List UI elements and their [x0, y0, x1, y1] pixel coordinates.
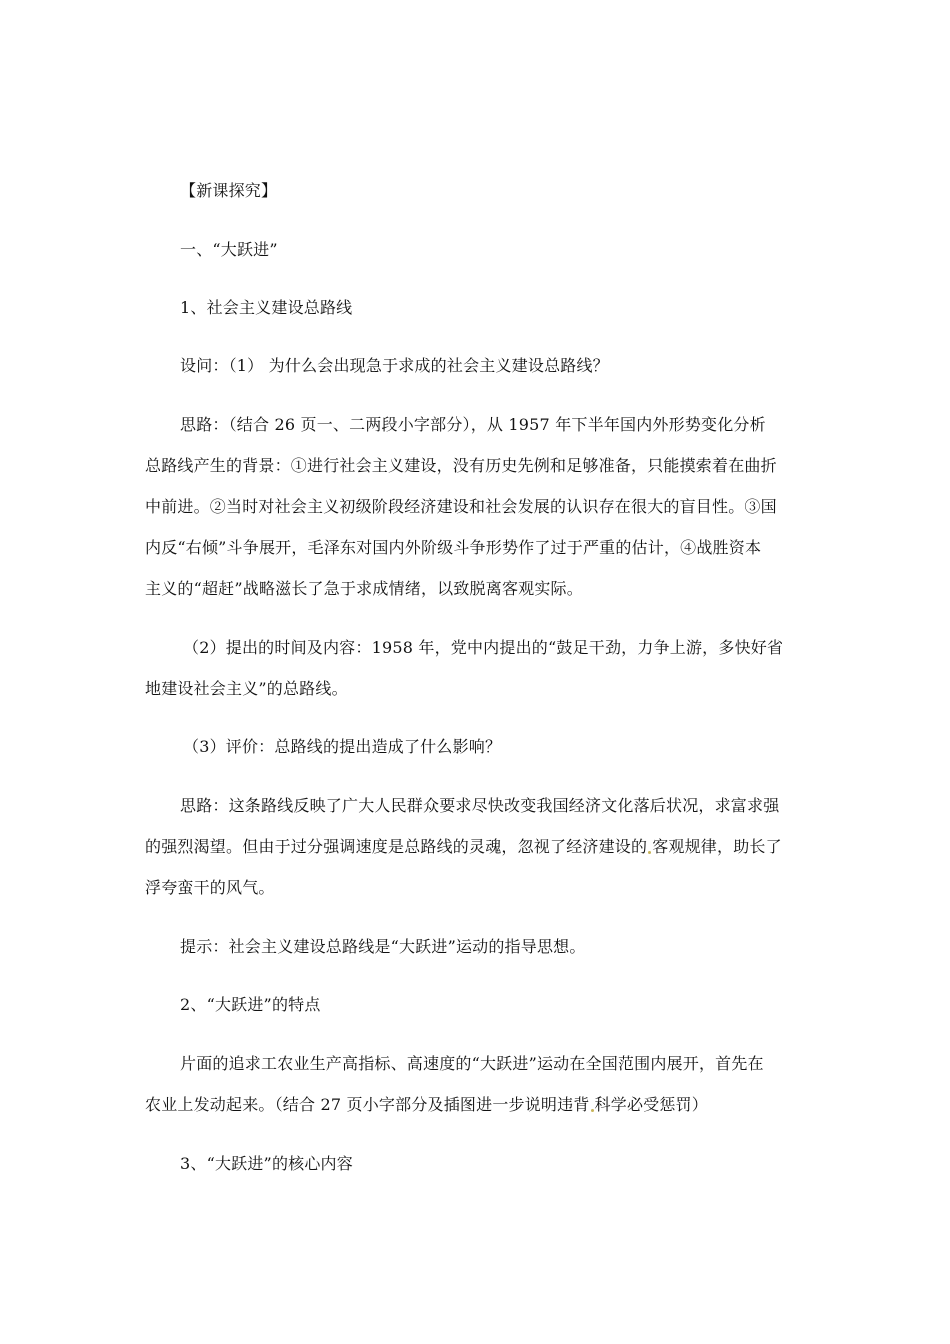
question-1: 设问：（1） 为什么会出现急于求成的社会主义建设总路线？	[180, 356, 609, 375]
ink-dot	[591, 1109, 594, 1112]
paragraph-line: 思路：这条路线反映了广大人民群众要求尽快改变我国经济文化落后状况，求富求强	[180, 796, 780, 815]
text-span: 农业上发动起来。（结合 27 页小字部分及插图进一步说明违背	[145, 1095, 590, 1114]
paragraph-line: 内反“右倾”斗争展开，毛泽东对国内外阶级斗争形势作了过于严重的估计，④战胜资本	[145, 538, 762, 557]
text-span: 的强烈渴望。但由于过分强调速度是总路线的灵魂，忽视了经济建设的	[145, 837, 648, 856]
subsection-title-2: 2、“大跃进”的特点	[180, 995, 321, 1014]
paragraph-line	[145, 1095, 708, 1115]
subsection-title-3: 3、“大跃进”的核心内容	[180, 1154, 353, 1173]
text-span: 科学必受惩罚）	[594, 1095, 708, 1114]
paragraph-line: 思路：（结合 26 页一、二两段小字部分），从 1957 年下半年国内外形势变化分析	[180, 415, 766, 434]
paragraph-line: 片面的追求工农业生产高指标、高速度的“大跃进”运动在全国范围内展开，首先在	[180, 1054, 764, 1073]
heading: 【新课探究】	[180, 181, 278, 200]
paragraph-line: 主义的“超赶”战略滋长了急于求成情绪，以致脱离客观实际。	[145, 579, 583, 598]
paragraph-line: 中前进。②当时对社会主义初级阶段经济建设和社会发展的认识存在很大的盲目性。③国	[145, 497, 777, 516]
ink-dot	[648, 851, 651, 854]
paragraph-line: 地建设社会主义”的总路线。	[145, 679, 348, 698]
paragraph-line	[145, 837, 782, 857]
paragraph-line: （2）提出的时间及内容：1958 年，党中内提出的“鼓足干劲，力争上游，多快好省	[183, 638, 784, 657]
question-3: （3）评价：总路线的提出造成了什么影响？	[183, 737, 502, 756]
paragraph-line: 总路线产生的背景：①进行社会主义建设，没有历史先例和足够准备，只能摸索着在曲折	[145, 456, 777, 475]
section-title: 一、“大跃进”	[180, 240, 278, 259]
subsection-title-1: 1、社会主义建设总路线	[180, 298, 353, 317]
text-span: 客观规律，助长了	[652, 837, 782, 856]
paragraph-line: 浮夸蛮干的风气。	[145, 878, 275, 897]
hint: 提示：社会主义建设总路线是“大跃进”运动的指导思想。	[180, 937, 586, 956]
